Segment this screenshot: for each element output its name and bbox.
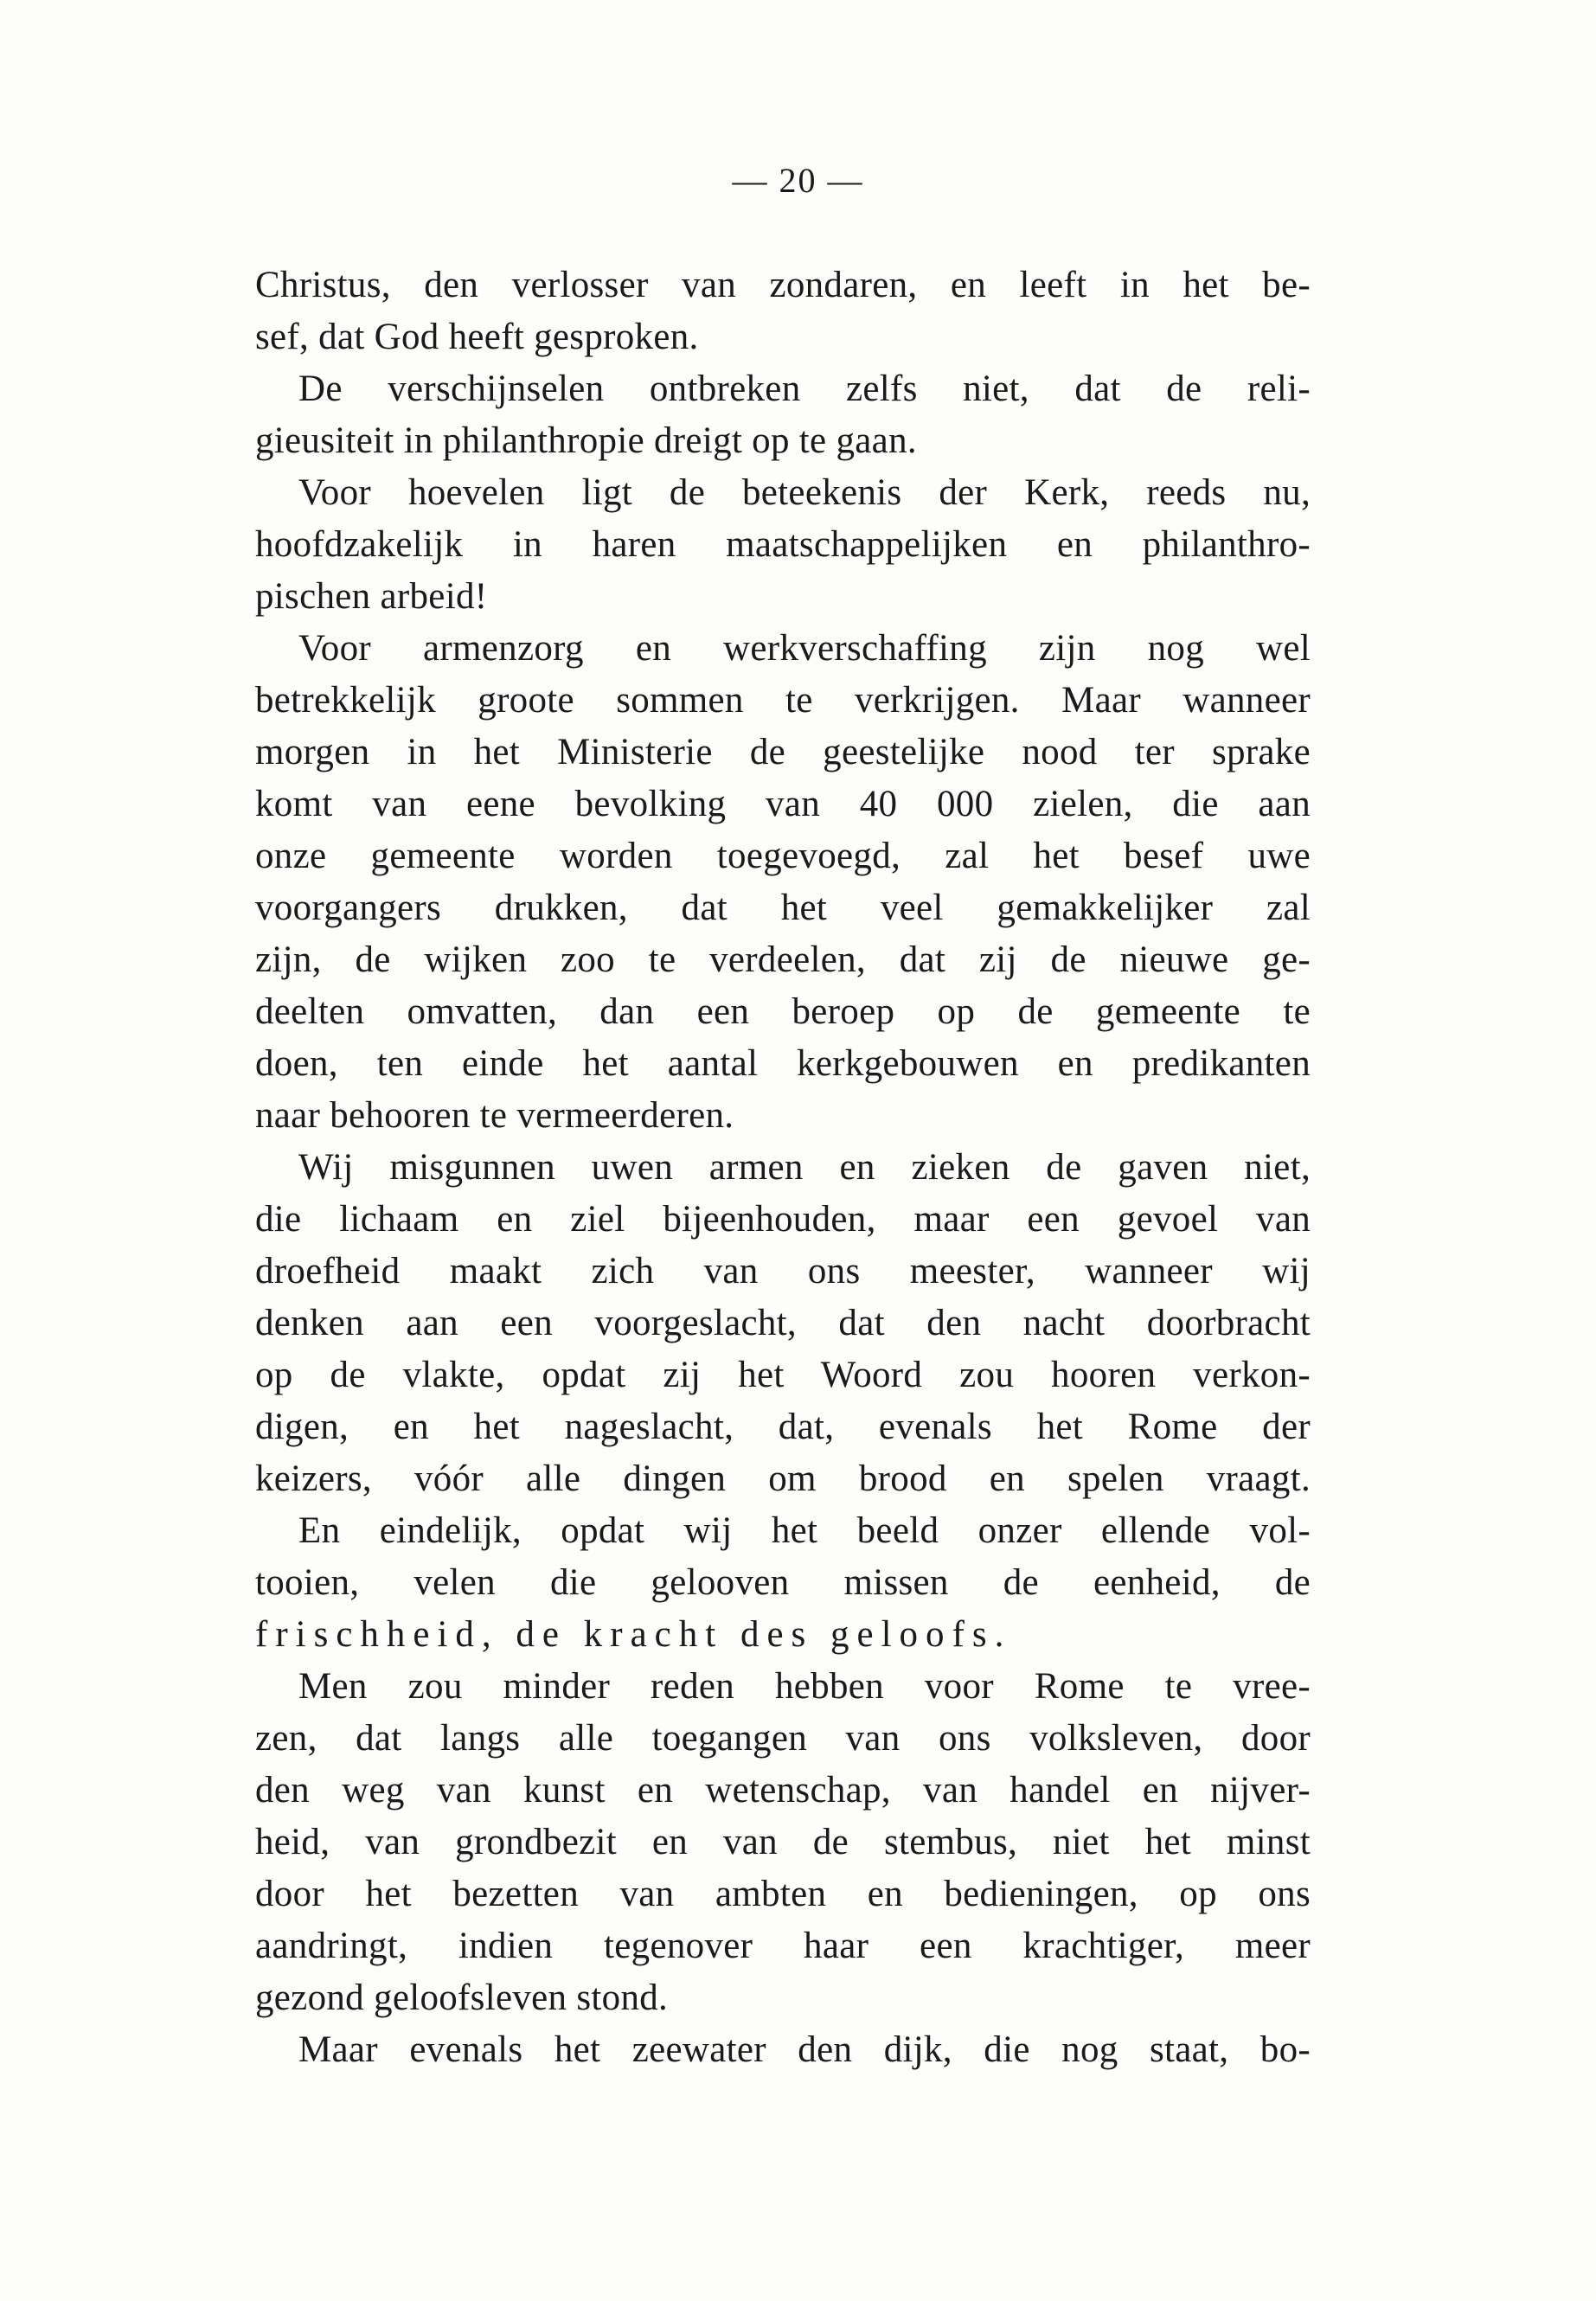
text-line: onze gemeente worden toegevoegd, zal het besef uwe — [255, 836, 1311, 876]
text-line: pischen arbeid! — [255, 576, 488, 617]
text-line: heid, van grondbezit en van de stembus, niet het minst — [255, 1822, 1311, 1862]
text-line: komt van eene bevolking van 40 000 zielen, die aan — [255, 784, 1311, 824]
text-line: Christus, den verlosser van zondaren, en leeft in het be- — [255, 265, 1311, 305]
text-line: op de vlakte, opdat zij het Woord zou hooren verkon- — [255, 1355, 1311, 1395]
body-text — [255, 260, 1311, 2076]
text-line: Maar evenals het zeewater den dijk, die nog staat, bo- — [298, 2029, 1311, 2070]
text-line: denken aan een voorgeslacht, dat den nacht doorbracht — [255, 1303, 1311, 1343]
text-line: De verschijnselen ontbreken zelfs niet, dat de reli- — [298, 369, 1311, 409]
text-line: sef, dat God heeft gesproken. — [255, 317, 699, 357]
text-line: Voor hoevelen ligt de beteekenis der Kerk, reeds nu, — [298, 472, 1311, 513]
text-line: droefheid maakt zich van ons meester, wanneer wij — [255, 1251, 1311, 1292]
text-line: aandringt, indien tegenover haar een krachtiger, meer — [255, 1926, 1311, 1966]
text-line: gezond geloofsleven stond. — [255, 1977, 669, 2018]
text-line: digen, en het nageslacht, dat, evenals het Rome der — [255, 1407, 1311, 1447]
text-line: door het bezetten van ambten en bedieningen, op ons — [255, 1874, 1311, 1914]
page-number: — 20 — — [732, 161, 864, 200]
text-line: keizers, vóór alle dingen om brood en spelen vraagt. — [255, 1458, 1311, 1499]
text-line: doen, ten einde het aantal kerkgebouwen en predikanten — [255, 1043, 1311, 1084]
text-line: Voor armenzorg en werkverschaffing zijn nog wel — [298, 628, 1311, 669]
text-line: hoofdzakelijk in haren maatschappelijken en philanthro- — [255, 524, 1311, 565]
text-line: voorgangers drukken, dat het veel gemakkelijker zal — [255, 888, 1311, 928]
text-line: betrekkelijk groote sommen te verkrijgen. Maar wanneer — [255, 680, 1311, 721]
text-line: den weg van kunst en wetenschap, van handel en nijver- — [255, 1770, 1311, 1811]
text-line: Men zou minder reden hebben voor Rome te vree- — [298, 1666, 1311, 1707]
text-line: naar behooren te vermeerderen. — [255, 1095, 734, 1136]
text-line: Wij misgunnen uwen armen en zieken de gaven niet, — [298, 1147, 1311, 1188]
text-line: En eindelijk, opdat wij het beeld onzer ellende vol- — [298, 1510, 1311, 1551]
text-line: frischheid, de kracht des geloofs. — [255, 1614, 1012, 1655]
text-line: tooien, velen die gelooven missen de eenheid, de — [255, 1562, 1311, 1603]
text-line: zen, dat langs alle toegangen van ons volksleven, door — [255, 1718, 1311, 1759]
text-line: deelten omvatten, dan een beroep op de gemeente te — [255, 991, 1311, 1032]
text-line: zijn, de wijken zoo te verdeelen, dat zij de nieuwe ge- — [255, 939, 1311, 980]
text-line: gieusiteit in philanthropie dreigt op te gaan. — [255, 420, 917, 461]
text-line: die lichaam en ziel bijeenhouden, maar een gevoel van — [255, 1199, 1311, 1240]
text-line: morgen in het Ministerie de geestelijke nood ter sprake — [255, 732, 1311, 772]
